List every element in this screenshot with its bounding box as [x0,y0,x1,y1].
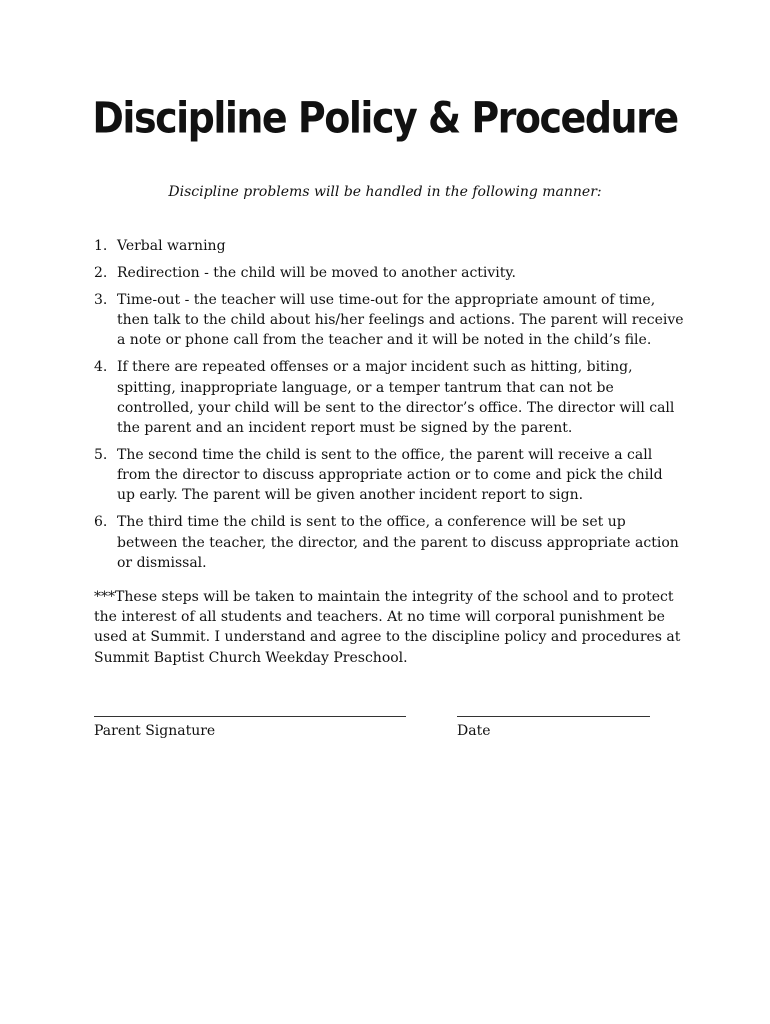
step-text: Redirection - the child will be moved to another activity. [117,265,516,281]
parent-signature-label: Parent Signature [94,723,216,739]
step-number: 3. [94,292,108,308]
procedure-step [94,236,684,256]
policy-note: ***These steps will be taken to maintain the integrity of the school and to protect the interest of all students and teachers. At no time will corporal punishment be used at Summit. I understand and agree to the discipline policy and procedures at Summit Baptist Church Weekday Preschool. [94,589,681,666]
procedure-step [94,357,684,438]
step-number: 5. [94,447,108,464]
parent-signature-line[interactable] [94,700,406,717]
procedure-steps-list [94,236,684,580]
step-text: The second time the child is sent to the office, the parent will receive a call from the director to discuss appropriate action or to come and pick the child up early. The parent will be given another incident report to sign. [117,447,663,504]
step-text: If there are repeated offenses or a major incident such as hitting, biting, spitting, inappropriate language, or a temper tantrum that can not be controlled, your child will be sent to the director’s office. The director will call the parent and an incident report must be signed by the parent. [117,359,675,437]
step-number: 2. [94,265,108,281]
procedure-step [94,290,684,351]
step-number: 1. [94,238,108,254]
page-title: Discipline Policy & Procedure [92,93,678,143]
step-text: Verbal warning [117,238,226,254]
procedure-step [94,512,684,573]
step-text: Time-out - the teacher will use time-out for the appropriate amount of time, then talk to the child about his/her feelings and actions. The parent will receive a note or phone call from the teacher and it will be noted in the child’s file. [117,292,684,349]
procedure-step [94,263,684,283]
step-text: The third time the child is sent to the office, a conference will be set up between the teacher, the director, and the parent to discuss appropriate action or dismissal. [117,514,679,571]
date-label: Date [457,723,491,739]
date-line[interactable] [457,700,650,717]
procedure-step [94,445,684,506]
step-number: 6. [94,514,108,531]
step-number: 4. [94,359,108,376]
page-subtitle: Discipline problems will be handled in the following manner: [168,184,602,200]
